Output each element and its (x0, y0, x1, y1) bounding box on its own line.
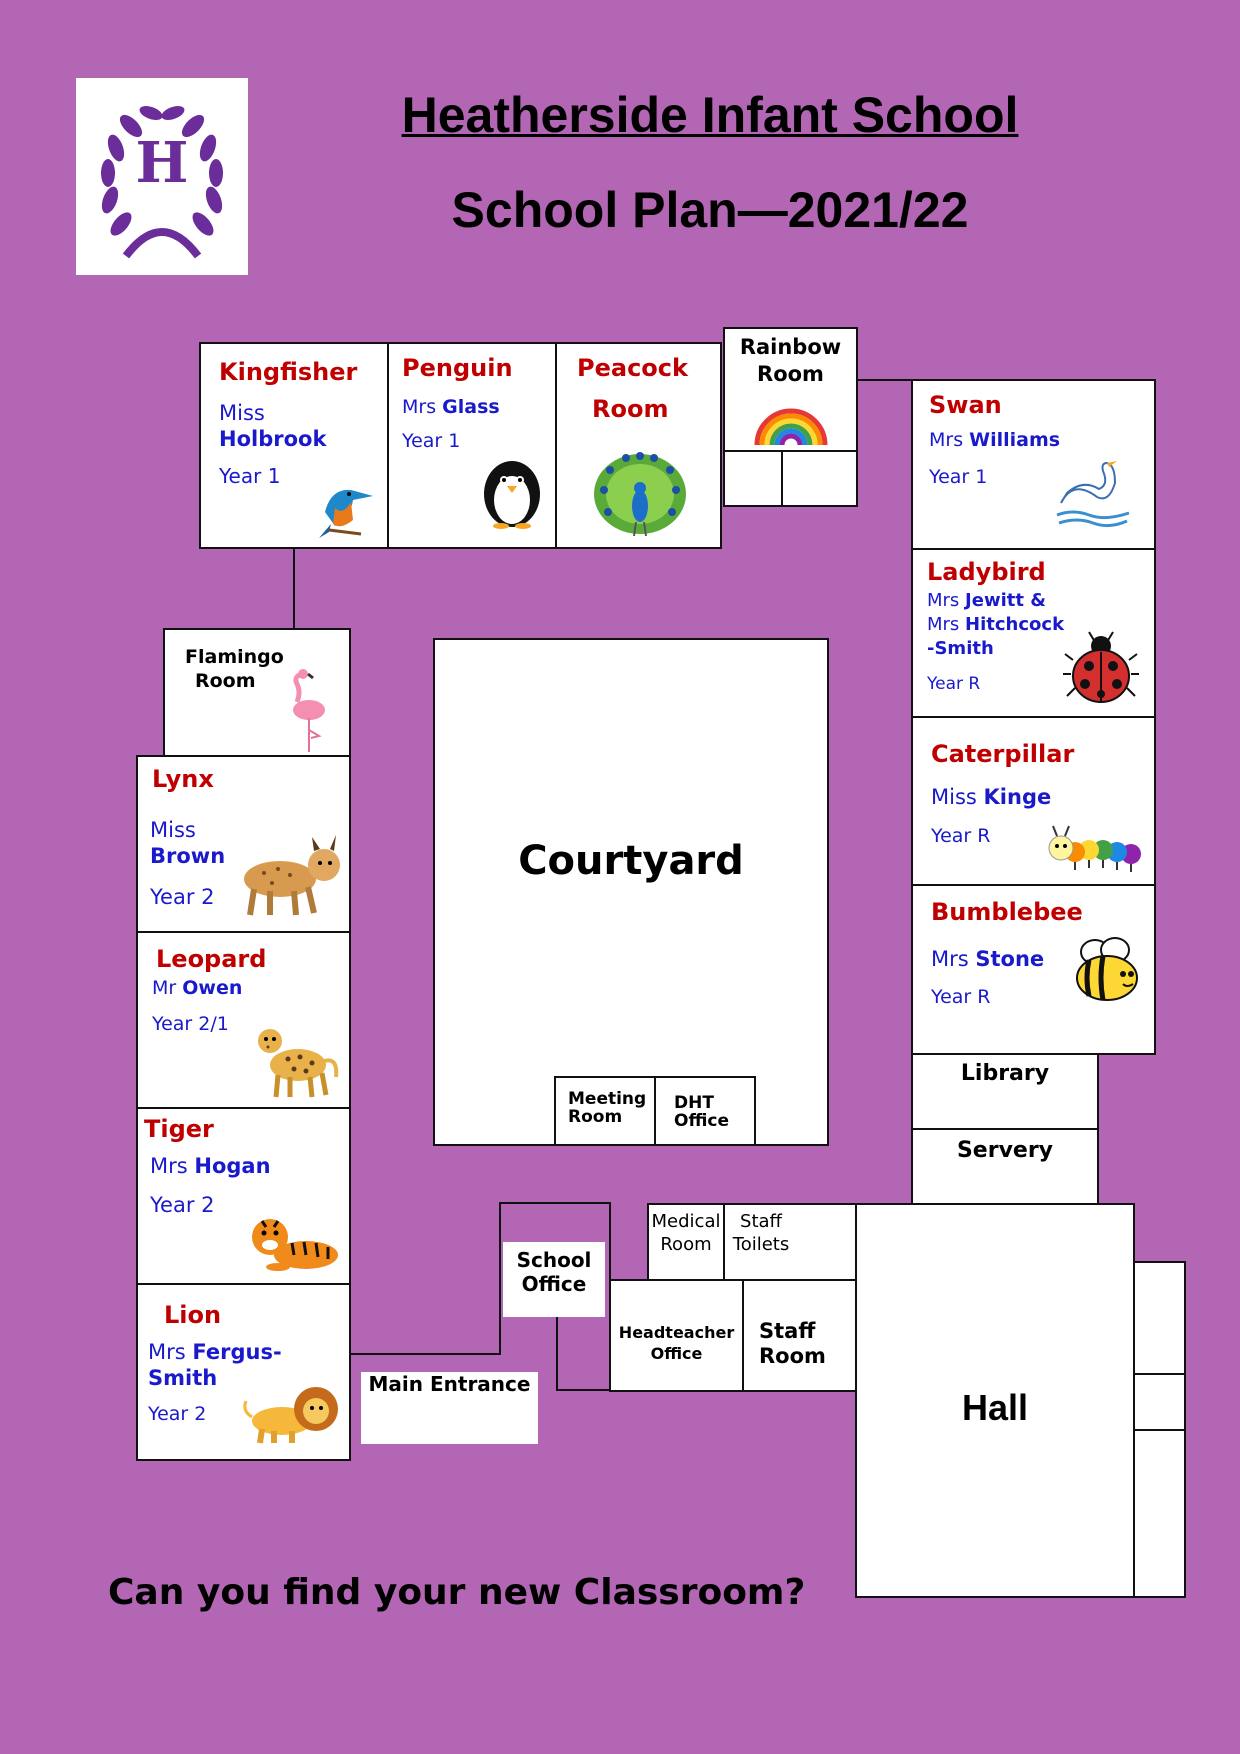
year-group: Year R (931, 986, 991, 1008)
corridor-line (348, 1353, 501, 1355)
room-name: Kingfisher (219, 358, 358, 386)
teacher-title: Mrs (931, 947, 969, 971)
room-label-line1: Staff (740, 1211, 782, 1232)
room-name: Leopard (156, 945, 267, 973)
teacher-surname: Hogan (194, 1154, 271, 1178)
room-name: Swan (929, 391, 1002, 419)
room-label-line1: School (516, 1248, 592, 1272)
teacher-title: Miss (150, 818, 196, 842)
classroom-bumblebee[interactable] (911, 884, 1156, 1055)
classroom-swan[interactable] (911, 379, 1156, 550)
teacher-name (150, 1153, 271, 1179)
room-label-line2: Room (757, 362, 824, 386)
school-title: Heatherside Infant School (401, 87, 1019, 143)
school-logo (76, 78, 248, 275)
teacher-title: Miss (219, 401, 265, 425)
footer-question: Can you find your new Classroom? (108, 1572, 806, 1613)
year-group: Year 1 (219, 464, 281, 488)
teacher-surname: Williams (969, 429, 1061, 451)
peacock-icon (590, 450, 690, 540)
classroom-penguin[interactable] (387, 342, 557, 549)
room-divider (1135, 1373, 1184, 1375)
classroom-tiger[interactable] (136, 1107, 351, 1285)
room-label-line2: Office (674, 1111, 730, 1131)
room-name-line2: Room (592, 395, 669, 423)
leopard-icon (254, 1017, 340, 1099)
classroom-peacock[interactable] (555, 342, 722, 549)
lion-icon (242, 1381, 342, 1445)
servery[interactable] (911, 1128, 1099, 1205)
classroom-lion[interactable] (136, 1283, 351, 1461)
room-name-line1: Peacock (577, 354, 688, 382)
hall-label: Hall (961, 1387, 1029, 1428)
teacher-title: Mrs (927, 590, 960, 611)
staff-wing-fill (797, 1203, 857, 1281)
courtyard[interactable] (433, 638, 829, 1146)
teacher-surname: Fergus- (192, 1340, 282, 1364)
classroom-ladybird[interactable] (911, 548, 1156, 718)
classroom-leopard[interactable] (136, 931, 351, 1109)
medical-room[interactable] (647, 1203, 725, 1281)
caterpillar-icon (1047, 824, 1143, 874)
corridor-line (499, 1202, 501, 1355)
main-entrance[interactable] (361, 1372, 538, 1444)
teacher-title: Mrs (150, 1154, 188, 1178)
teacher-title: Miss (931, 785, 977, 809)
teacher-surname: Stone (975, 947, 1045, 971)
corridor-line (556, 1314, 558, 1391)
room-label-line1: Flamingo (185, 646, 284, 668)
hall-annex[interactable] (1133, 1261, 1186, 1598)
teacher-title: Mrs (929, 429, 964, 451)
teacher-surname: Holbrook (219, 427, 327, 451)
penguin-icon (479, 454, 545, 530)
room-label: Library (960, 1061, 1050, 1086)
meeting-room[interactable] (554, 1076, 656, 1146)
corridor-line (293, 548, 295, 630)
room-name: Ladybird (927, 558, 1046, 586)
teacher-name-line2: Smith (148, 1366, 218, 1390)
library[interactable] (911, 1053, 1099, 1130)
rainbow-room[interactable] (723, 327, 858, 507)
year-group: Year R (927, 674, 981, 694)
room-name: Lion (164, 1301, 222, 1329)
teacher-surname: Kinge (983, 785, 1052, 809)
year-group: Year 1 (402, 430, 461, 452)
flamingo-icon (289, 668, 333, 754)
teacher-name-line1 (927, 590, 1046, 612)
room-label: Servery (956, 1138, 1054, 1163)
teacher-surname: Brown (150, 844, 226, 868)
year-group: Year 2 (150, 885, 215, 909)
year-group: Year 2 (150, 1193, 215, 1217)
room-divider (781, 450, 783, 505)
classroom-caterpillar[interactable] (911, 716, 1156, 886)
room-label-line1: Meeting (568, 1089, 647, 1109)
hall[interactable] (855, 1203, 1135, 1598)
room-label-line2: Toilets (732, 1234, 790, 1255)
teacher-name (931, 784, 1051, 810)
teacher-title: Mrs (148, 1340, 186, 1364)
year-group: Year 2 (148, 1403, 207, 1425)
room-label-line2: Room (568, 1107, 623, 1127)
courtyard-label: Courtyard (518, 838, 744, 884)
swan-icon (1053, 453, 1133, 531)
headteacher-office[interactable] (609, 1279, 744, 1392)
teacher-name (931, 946, 1044, 972)
room-name: Tiger (144, 1115, 214, 1143)
staff-room[interactable] (742, 1279, 857, 1392)
kingfisher-icon (311, 472, 381, 542)
teacher-title: Mrs (402, 396, 437, 418)
room-label-line2: Room (759, 1344, 826, 1368)
room-name: Lynx (152, 765, 214, 793)
year-group: Year 1 (929, 466, 988, 488)
year-group: Year 2/1 (152, 1013, 229, 1035)
room-divider (725, 450, 856, 452)
bumblebee-icon (1069, 936, 1145, 1006)
room-label-line1: DHT (674, 1093, 714, 1113)
room-label-line1: Medical (651, 1211, 721, 1232)
room-name: Penguin (402, 354, 513, 382)
room-name: Bumblebee (931, 898, 1083, 926)
teacher-name (152, 975, 242, 1001)
teacher-name-line1 (148, 1339, 282, 1365)
room-label-line2: Room (660, 1234, 712, 1255)
staff-toilets[interactable] (723, 1203, 799, 1281)
room-label-line1: Staff (759, 1319, 816, 1343)
corridor-line (499, 1202, 611, 1204)
classroom-kingfisher[interactable] (199, 342, 389, 549)
teacher-title: Mr (152, 977, 177, 999)
lynx-icon (234, 833, 344, 917)
year-group: Year R (931, 825, 991, 847)
teacher-surname: Owen (182, 977, 243, 999)
corridor-line (856, 379, 913, 381)
flamingo-room[interactable] (163, 628, 351, 757)
teacher-name (929, 427, 1060, 453)
ladybird-icon (1063, 630, 1139, 706)
teacher-surname: Jewitt & (965, 590, 1046, 611)
corridor-line (556, 1389, 611, 1391)
room-label-line2: Office (521, 1272, 587, 1296)
room-name: Caterpillar (931, 740, 1075, 768)
teacher-name-line2 (927, 614, 1064, 636)
dht-office[interactable] (654, 1076, 756, 1146)
tiger-icon (248, 1205, 342, 1275)
plan-subtitle: School Plan—2021/22 (451, 182, 969, 238)
teacher-title: Mrs (927, 614, 960, 635)
room-label-line1: Headteacher (618, 1323, 735, 1342)
classroom-lynx[interactable] (136, 755, 351, 933)
room-label-line2: Room (195, 670, 256, 692)
room-divider (1135, 1429, 1184, 1431)
teacher-surname: Glass (442, 396, 500, 418)
teacher-name-line3: -Smith (927, 638, 994, 659)
room-label-line1: Rainbow (739, 335, 842, 359)
logo-letter: H (135, 130, 189, 196)
teacher-name (402, 394, 500, 420)
school-office[interactable] (503, 1242, 605, 1317)
teacher-surname: Hitchcock (965, 614, 1065, 635)
entrance-label: Main Entrance (368, 1372, 531, 1396)
rainbow-icon (753, 405, 829, 447)
room-label-line2: Office (650, 1344, 703, 1363)
